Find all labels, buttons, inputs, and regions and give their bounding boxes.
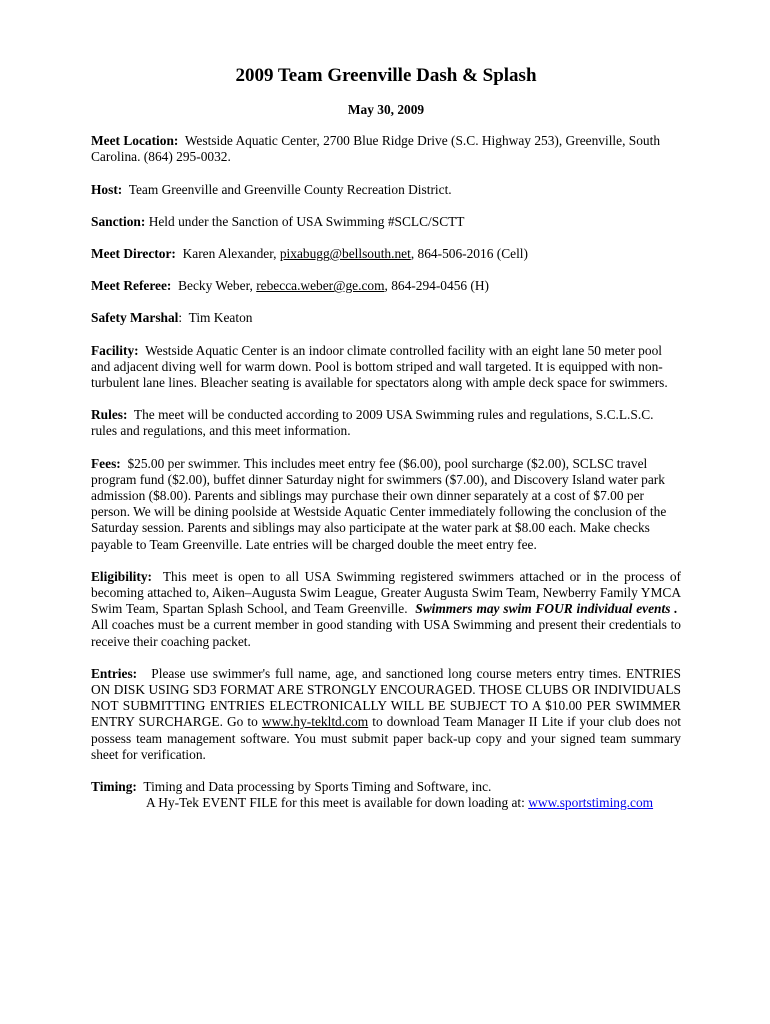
meet-date: May 30, 2009 [347, 102, 425, 117]
safety-marshal-text: Tim Keaton [188, 310, 253, 326]
hy-tek-link[interactable]: www.hy-tekltd.com [261, 714, 369, 730]
rules-paragraph [91, 407, 681, 439]
meet-director-paragraph [91, 246, 681, 262]
fees-paragraph [91, 456, 681, 553]
facility-paragraph [91, 343, 681, 392]
meet-location-paragraph [91, 133, 681, 165]
eligibility-emphasis: Swimmers may swim FOUR individual events . [415, 601, 678, 617]
host-text: Team Greenville and Greenville County Recreation District. [128, 181, 452, 197]
rules-label: Rules: [91, 407, 128, 423]
sanction-paragraph [91, 214, 681, 230]
entries-text: Please use swimmer's full name, age, and sanctioned long course meters entry times. ENTRIES ON DISK USING SD3 FORMAT ARE STRONGLY ENCOURAGED. THOSE CLUBS OR INDIVIDUALS NOT SUBMITTING ENTRIES ELECTRONICALLY WILL BE SUBJECT TO A $10.00 PER SWIMMER ENTRY SURCHARGE. Go to [91, 665, 682, 730]
timing-paragraph [91, 779, 681, 811]
timing-line-1: Timing and Data processing by Sports Timing and Software, inc. [143, 779, 492, 795]
eligibility-text-after: All coaches must be a current member in good standing with USA Swimming and present their credentials to receive their coaching packet. [91, 617, 681, 649]
meet-director-email-link[interactable]: pixabugg@bellsouth.net [279, 246, 411, 262]
meet-referee-label: Meet Referee: [91, 278, 172, 294]
host-label: Host: [91, 181, 123, 197]
meet-referee-email-link[interactable]: rebecca.weber@ge.com [256, 278, 385, 294]
eligibility-label: Eligibility: [91, 568, 153, 584]
sportstiming-link[interactable]: www.sportstiming.com [528, 795, 654, 811]
entries-paragraph [91, 666, 681, 763]
safety-marshal-colon: : [178, 310, 183, 326]
meet-location-text: Westside Aquatic Center, 2700 Blue Ridge Drive (S.C. Highway 253), Greenville, South Carolina. (864) 295-0032. [91, 133, 661, 165]
meet-director-label: Meet Director: [91, 246, 176, 262]
fees-text: $25.00 per swimmer. This includes meet entry fee ($6.00), pool surcharge ($2.00), SCLSC travel program fund ($2.00), buffet dinner Saturday night for swimmers ($7.00), and Discovery Island water park admission ($8.00). Parents and siblings may purchase their own dinner separately at a cost of $7.00 per person. We will be dining poolside at Westside Aquatic Center immediately following the conclusion of the Saturday session. Parents and siblings may also participate at the water park at $8.00 each. Make checks payable to Team Greenville. Late entries will be charged double the meet entry fee. [91, 455, 667, 552]
entries-label: Entries: [91, 665, 138, 681]
document-page [91, 64, 681, 812]
facility-label: Facility: [91, 342, 139, 358]
meet-director-phone: , 864-506-2016 (Cell) [410, 246, 528, 262]
meet-director-name: Karen Alexander, [182, 246, 277, 262]
eligibility-text: This meet is open to all USA Swimming registered swimmers attached or in the process of becoming attached to, Aiken–Augusta Swim League, Greater Augusta Swim Team, Newberry Family YMCA Swim Team, Spartan Splash School, and Team Greenville. [91, 568, 681, 617]
fees-label: Fees: [91, 455, 121, 471]
facility-text: Westside Aquatic Center is an indoor climate controlled facility with an eight lane 50 meter pool and adjacent diving well for warm down. Pool is bottom striped and wall targeted. It is equipped with non-turbulent lane lines. Bleacher seating is available for spectators along with ample deck space for swimmers. [91, 342, 668, 391]
sanction-label: Sanction: [91, 213, 146, 229]
timing-line-2-row [91, 795, 681, 811]
document-title: 2009 Team Greenville Dash & Splash [235, 65, 537, 86]
rules-text: The meet will be conducted according to 2009 USA Swimming rules and regulations, S.C.L.S.C. rules and regulations, and this meet information. [91, 407, 654, 439]
safety-marshal-label: Safety Marshal [91, 310, 179, 326]
sanction-text: Held under the Sanction of USA Swimming #SCLC/SCTT [148, 213, 465, 229]
entries-text-after: to download Team Manager II Lite if your club does not possess team management software. You must submit paper back-up copy and your signed team summary sheet for verification. [91, 714, 681, 762]
meet-referee-name: Becky Weber, [178, 278, 253, 294]
safety-marshal-paragraph [91, 310, 681, 326]
timing-line-2: A Hy-Tek EVENT FILE for this meet is available for down loading at: [146, 795, 525, 811]
eligibility-paragraph [91, 569, 681, 650]
timing-label: Timing: [91, 779, 137, 795]
host-paragraph [91, 182, 681, 198]
meet-location-label: Meet Location: [91, 133, 179, 149]
meet-referee-phone: , 864-294-0456 (H) [384, 278, 490, 294]
meet-referee-paragraph [91, 278, 681, 294]
